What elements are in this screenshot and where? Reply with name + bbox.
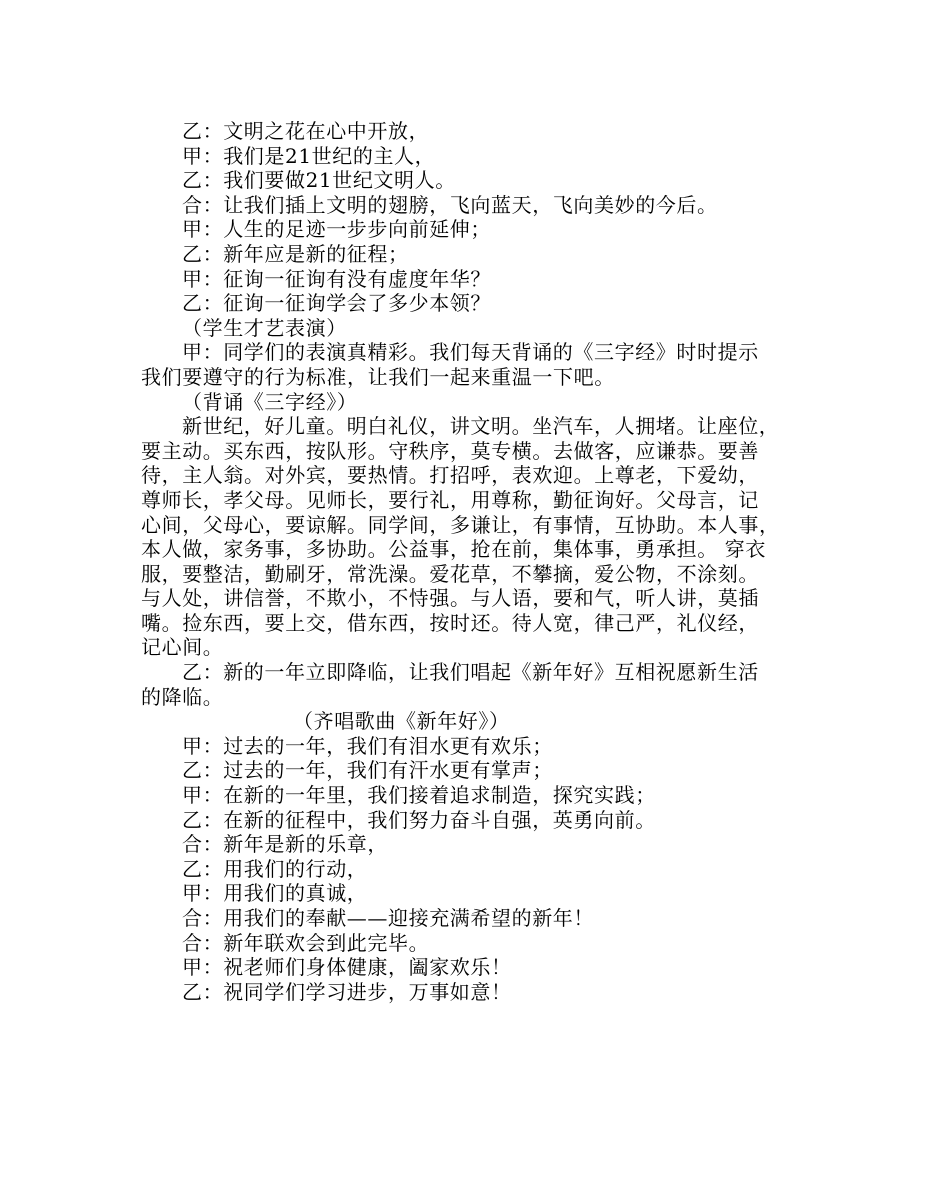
text-line: 乙：我们要做21世纪文明人。 <box>182 168 456 193</box>
text-line: 我们要遵守的行为标准，让我们一起来重温一下吧。 <box>141 364 615 389</box>
text-line: 乙：新年应是新的征程； <box>182 241 409 266</box>
stage-direction: （学生才艺表演） <box>182 315 347 340</box>
text-line: 合：新年联欢会到此完毕。 <box>182 930 430 955</box>
text-line: 甲：用我们的真诚， <box>182 881 368 906</box>
text-line: 的降临。 <box>141 684 224 709</box>
text-line: 待，主人翁。对外宾，要热情。打招呼，表欢迎。上尊老，下爱幼， <box>141 463 759 488</box>
text-line: 甲：祝老师们身体健康，阖家欢乐！ <box>182 955 512 980</box>
text-line: 甲：同学们的表演真精彩。我们每天背诵的《三字经》时时提示 <box>182 340 759 365</box>
text-line: 乙：用我们的行动， <box>182 856 368 881</box>
text-line: 甲：征询一征询有没有虚度年华？ <box>182 266 491 291</box>
text-line: 尊师长，孝父母。见师长，要行礼，用尊称，勤征询好。父母言，记 <box>141 487 759 512</box>
stage-direction: （背诵《三字经》） <box>182 389 358 414</box>
text-line: 与人处，讲信誉，不欺小，不恃强。与人语，要和气，听人讲，莫插 <box>141 586 759 611</box>
text-line: 乙：过去的一年，我们有汗水更有掌声； <box>182 758 553 783</box>
text-line: 甲：过去的一年，我们有泪水更有欢乐； <box>182 733 553 758</box>
document-body <box>141 119 817 1004</box>
text-line: 合：让我们插上文明的翅膀，飞向蓝天，飞向美妙的今后。 <box>182 192 718 217</box>
text-line: 要主动。买东西，按队形。守秩序，莫专横。去做客，应谦恭。要善 <box>141 438 759 463</box>
text-line: 乙：征询一征询学会了多少本领？ <box>182 291 491 316</box>
text-line: 心间，父母心，要谅解。同学间，多谦让，有事情，互协助。本人事， <box>141 512 780 537</box>
text-line: 乙：在新的征程中，我们努力奋斗自强，英勇向前。 <box>182 807 656 832</box>
text-line: 本人做，家务事，多协助。公益事，抢在前，集体事，勇承担。 穿衣 <box>141 537 766 562</box>
text-line: 服，要整洁，勤刷牙，常洗澡。爱花草，不攀摘，爱公物，不涂刻。 <box>141 561 759 586</box>
text-line: 乙：祝同学们学习进步，万事如意！ <box>182 979 512 1004</box>
text-line: 合：用我们的奉献——迎接充满希望的新年！ <box>182 906 594 930</box>
text-line: 合：新年是新的乐章， <box>182 832 388 857</box>
text-line: 记心间。 <box>141 635 224 660</box>
text-line: 甲：在新的一年里，我们接着追求制造，探究实践； <box>182 783 656 808</box>
text-line: 嘴。捡东西，要上交，借东西，按时还。待人宽，律己严，礼仪经， <box>141 610 759 635</box>
text-line: 乙：文明之花在心中开放， <box>182 119 430 143</box>
text-line: 甲：我们是21世纪的主人， <box>182 143 436 168</box>
text-line: 甲：人生的足迹一步步向前延伸； <box>182 217 491 242</box>
stage-direction: （齐唱歌曲《新年好》） <box>293 709 510 734</box>
text-line: 新世纪，好儿童。明白礼仪，讲文明。坐汽车，人拥堵。让座位， <box>182 414 780 439</box>
text-line: 乙：新的一年立即降临，让我们唱起《新年好》互相祝愿新生活 <box>182 660 759 685</box>
